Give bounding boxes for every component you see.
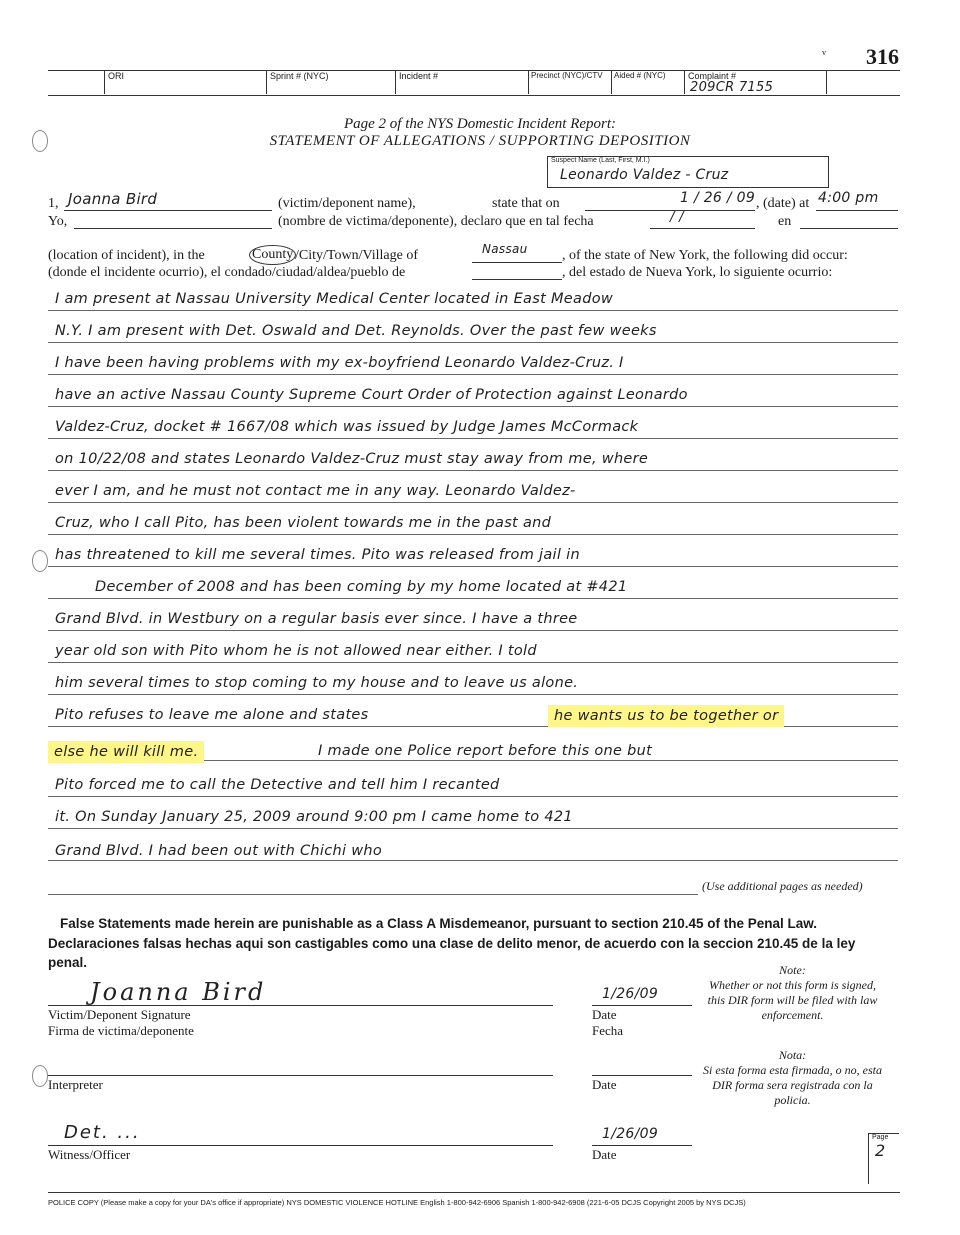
- village-value: Nassau: [482, 242, 528, 256]
- page-indicator: [868, 1133, 899, 1184]
- victim-signature-label-es: Firma de victima/deponente: [48, 1023, 194, 1038]
- sprint-label: Sprint # (NYC): [270, 71, 329, 81]
- nombre-label: (nombre de victima/deponente), declaro que en tal fecha: [278, 214, 594, 229]
- victim-signature: Joanna Bird: [90, 978, 267, 1006]
- page-subtitle: Page 2 of the NYS Domestic Incident Report:: [343, 116, 617, 132]
- narrative-line: I made one Police report before this one but: [318, 743, 653, 759]
- date-label: Date: [592, 1147, 617, 1162]
- page-title: STATEMENT OF ALLEGATIONS / SUPPORTING DEPOSITION: [269, 133, 691, 149]
- narrative-line: Cruz, who I call Pito, has been violent towards me in the past and: [55, 515, 552, 531]
- location-label: (location of incident), in the: [48, 248, 205, 263]
- narrative-line: December of 2008 and has been coming by my home located at #421: [95, 579, 628, 595]
- spanish-location: (donde el incidente ocurrio), el condado/ciudad/aldea/pueblo de: [48, 265, 406, 280]
- date-label: Date: [592, 1077, 617, 1092]
- suspect-value: Leonardo Valdez - Cruz: [560, 167, 729, 183]
- complaint-value: 209CR 7155: [690, 80, 774, 95]
- date-label: Date: [592, 1007, 617, 1022]
- binder-hole: [32, 1065, 48, 1087]
- narrative-line: Valdez-Cruz, docket # 1667/08 which was issued by Judge James McCormack: [55, 419, 639, 435]
- state-of-ny: , of the state of New York, the following did occur:: [562, 248, 848, 263]
- fecha-value: / /: [670, 210, 684, 225]
- date-value: 1/26/09: [602, 986, 659, 1002]
- corner-mark: ᵛ: [822, 48, 827, 63]
- narrative-line: it. On Sunday January 25, 2009 around 9:00 pm I came home to 421: [55, 809, 573, 825]
- victim-name-value: Joanna Bird: [68, 190, 158, 208]
- page-value: 2: [875, 1141, 886, 1160]
- en-label: en: [778, 214, 792, 229]
- false-statement-es: Declaraciones falsas hechas aqui son castigables como una clase de delito menor, de acuerdo con la seccion 210.45 de la ley penal.: [48, 936, 856, 970]
- use-additional-pages: (Use additional pages as needed): [702, 879, 863, 893]
- narrative-line: I am present at Nassau University Medical Center located in East Meadow: [55, 291, 614, 307]
- suspect-label: Suspect Name (Last, First, M.I.): [551, 157, 650, 164]
- witness-label: Witness/Officer: [48, 1147, 131, 1162]
- statement-num: 1,: [48, 196, 59, 211]
- officer-signature: Det. ...: [64, 1122, 141, 1143]
- narrative-line: Pito refuses to leave me alone and states: [55, 707, 369, 723]
- narrative-line: him several times to stop coming to my house and to leave us alone.: [55, 675, 579, 691]
- page-label: Page: [872, 1134, 889, 1141]
- narrative-line: Grand Blvd. I had been out with Chichi who: [55, 843, 383, 859]
- narrative-line: N.Y. I am present with Det. Oswald and Det. Reynolds. Over the past few weeks: [55, 323, 657, 339]
- highlighted-text: he wants us to be together or: [548, 705, 784, 727]
- fecha-label: Fecha: [592, 1023, 624, 1038]
- narrative-line: has threatened to kill me several times. Pito was released from jail in: [55, 547, 580, 563]
- yo-label: Yo,: [48, 214, 68, 229]
- narrative-line: have an active Nassau County Supreme Court Order of Protection against Leonardo: [55, 387, 688, 403]
- binder-hole: [32, 550, 48, 572]
- date-label: , (date) at: [756, 196, 810, 211]
- victim-signature-label: Victim/Deponent Signature: [48, 1007, 191, 1022]
- spanish-state: , del estado de Nueva York, lo siguiente ocurrio:: [562, 265, 833, 280]
- narrative-line: Pito forced me to call the Detective and tell him I recanted: [55, 777, 500, 793]
- village-label: /City/Town/Village of: [295, 248, 418, 263]
- incident-label: Incident #: [399, 71, 439, 81]
- note-es: Si esta forma esta firmada, o no, esta DIR forma sera registrada con la policia.: [703, 1063, 882, 1107]
- narrative-line: year old son with Pito whom he is not allowed near either. I told: [55, 643, 537, 659]
- narrative-line: on 10/22/08 and states Leonardo Valdez-Cruz must stay away from me, where: [55, 451, 649, 467]
- note-es-title: Nota:: [778, 1048, 807, 1062]
- precinct-label: Precinct (NYC)/CTV: [531, 71, 603, 80]
- ori-label: ORI: [108, 71, 125, 81]
- highlighted-text: else he will kill me.: [48, 741, 204, 763]
- county-circled: County: [249, 245, 296, 265]
- narrative-line: ever I am, and he must not contact me in any way. Leonardo Valdez-: [55, 483, 576, 499]
- victim-label: (victim/deponent name),: [278, 196, 416, 211]
- note-en-title: Note:: [779, 963, 806, 977]
- footer-text: POLICE COPY (Please make a copy for your DA's office if appropriate) NYS DOMESTIC VIOLENCE HOTLINE English 1-800-942-6906 Spanish 1-800-942-6908 (221-6-05 DCJS Copyright 2005 by NYS DCJS): [48, 1198, 746, 1207]
- page-number: 316: [866, 44, 899, 69]
- aided-label: Aided # (NYC): [614, 71, 666, 80]
- note-en: Whether or not this form is signed, this DIR form will be filed with law enforcement.: [707, 978, 878, 1022]
- narrative-line: Grand Blvd. in Westbury on a regular basis ever since. I have a three: [55, 611, 578, 627]
- complaint-label: Complaint #: [688, 71, 737, 81]
- time-value: 4:00 pm: [818, 190, 879, 206]
- interpreter-label: Interpreter: [48, 1077, 103, 1092]
- state-that-on: state that on: [492, 196, 560, 211]
- narrative-line: I have been having problems with my ex-boyfriend Leonardo Valdez-Cruz. I: [55, 355, 624, 371]
- date-value: 1 / 26 / 09: [680, 190, 756, 206]
- false-statement-en: False Statements made herein are punishable as a Class A Misdemeanor, pursuant to section 210.45 of the Penal Law.: [60, 916, 818, 931]
- date-value: 1/26/09: [602, 1126, 659, 1142]
